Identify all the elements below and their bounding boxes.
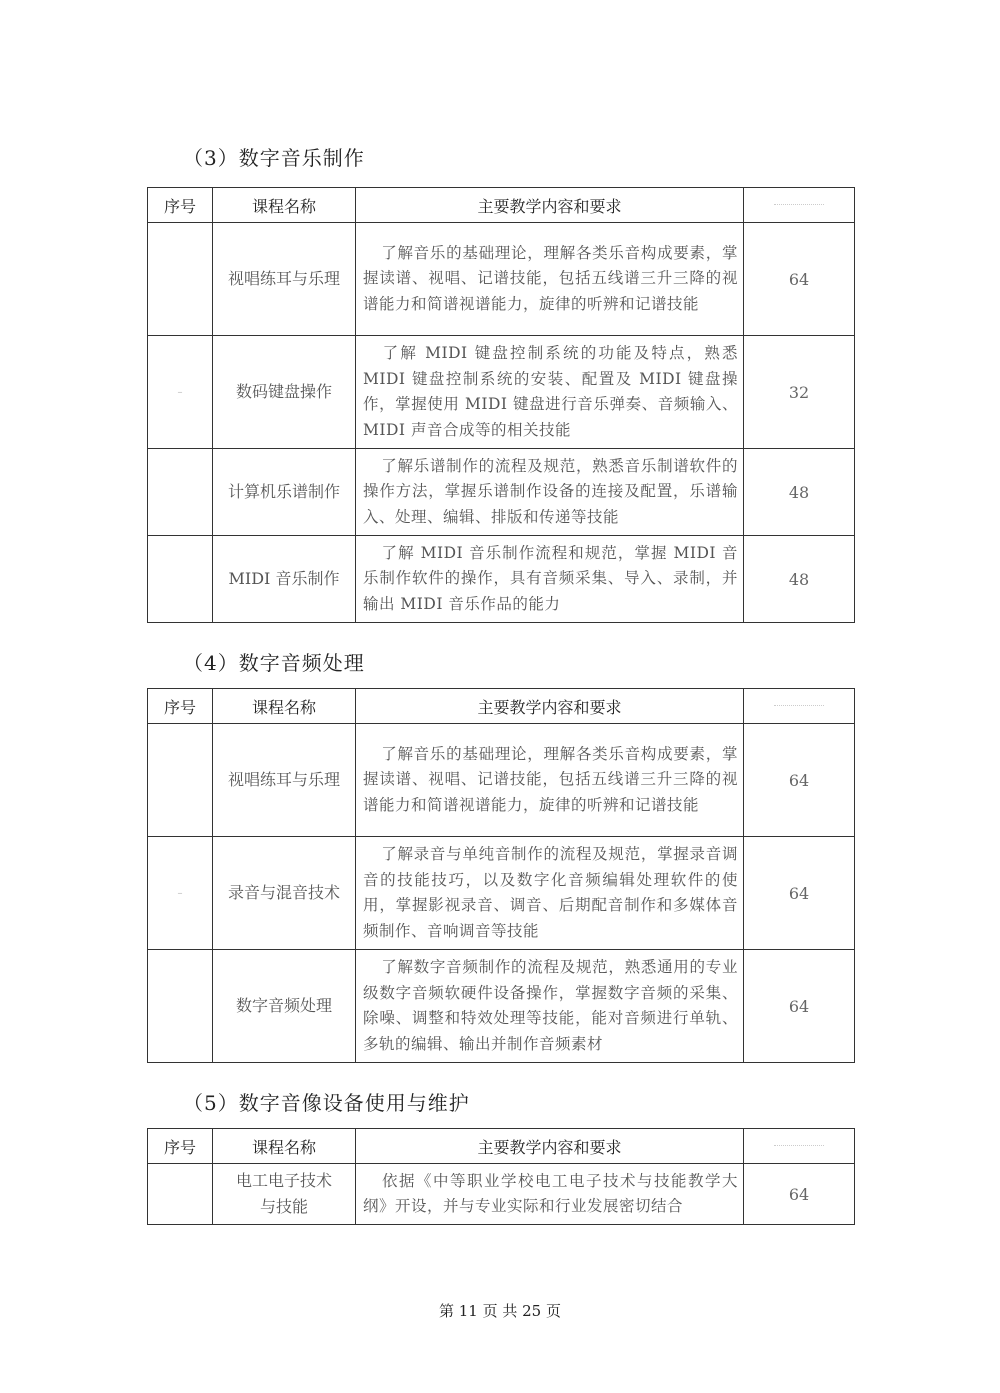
course-content: 了解数字音频制作的流程及规范，熟悉通用的专业级数字音频软硬件设备操作，掌握数字音频的采集、除噪、调整和特效处理等技能，能对音频进行单轨、多轨的编辑、输出并制作音频素材 [356, 950, 744, 1063]
header-content: 主要教学内容和要求 [356, 1129, 744, 1164]
course-hours: 64 [744, 950, 855, 1063]
course-name: 数码键盘操作 [213, 336, 356, 449]
table-row [148, 837, 855, 950]
course-content: 依据《中等职业学校电工电子技术与技能教学大纲》开设，并与专业实际和行业发展密切结合 [356, 1164, 744, 1225]
row-seq [148, 950, 213, 1063]
course-name: 录音与混音技术 [213, 837, 356, 950]
table-row [148, 536, 855, 623]
row-seq [148, 223, 213, 336]
header-hours [744, 689, 855, 724]
header-name: 课程名称 [213, 1129, 356, 1164]
course-content: 了解 MIDI 键盘控制系统的功能及特点，熟悉 MIDI 键盘控制系统的安装、配置及 MIDI 键盘操作，掌握使用 MIDI 键盘进行音乐弹奏、音频输入、MIDI 声音合成等的相关技能 [356, 336, 744, 449]
course-hours: 48 [744, 449, 855, 536]
section-title-4: （4）数字音频处理 [183, 651, 365, 675]
course-name: 数字音频处理 [213, 950, 356, 1063]
row-seq [148, 1164, 213, 1225]
table-header-row [148, 689, 855, 724]
header-seq: 序号 [148, 188, 213, 223]
table-header-row [148, 188, 855, 223]
row-seq: – [148, 837, 213, 950]
row-seq: – [148, 336, 213, 449]
page-footer: 第 11 页 共 25 页 [438, 1302, 561, 1320]
course-hours: 64 [744, 223, 855, 336]
row-seq [148, 724, 213, 837]
table-row [148, 336, 855, 449]
table-row [148, 724, 855, 837]
course-content: 了解录音与单纯音制作的流程及规范，掌握录音调音的技能技巧，以及数字化音频编辑处理软件的使用，掌握影视录音、调音、后期配音制作和多媒体音频制作、音响调音等技能 [356, 837, 744, 950]
course-table-4 [147, 688, 855, 1063]
header-name: 课程名称 [213, 188, 356, 223]
header-name: 课程名称 [213, 689, 356, 724]
course-content: 了解音乐的基础理论，理解各类乐音构成要素，掌握读谱、视唱、记谱技能，包括五线谱三升三降的视谱能力和简谱视谱能力，旋律的听辨和记谱技能 [356, 223, 744, 336]
header-hours [744, 188, 855, 223]
course-hours: 32 [744, 336, 855, 449]
course-content: 了解乐谱制作的流程及规范，熟悉音乐制谱软件的操作方法，掌握乐谱制作设备的连接及配置，乐谱输入、处理、编辑、排版和传递等技能 [356, 449, 744, 536]
table-row [148, 950, 855, 1063]
course-name: MIDI 音乐制作 [213, 536, 356, 623]
header-hours [744, 1129, 855, 1164]
section-title-5: （5）数字音像设备使用与维护 [183, 1091, 470, 1115]
course-content: 了解音乐的基础理论，理解各类乐音构成要素，掌握读谱、视唱、记谱技能，包括五线谱三升三降的视谱能力和简谱视谱能力，旋律的听辨和记谱技能 [356, 724, 744, 837]
header-content: 主要教学内容和要求 [356, 689, 744, 724]
table-header-row [148, 1129, 855, 1164]
header-seq: 序号 [148, 1129, 213, 1164]
course-hours: 64 [744, 724, 855, 837]
table-row [148, 1164, 855, 1225]
header-content: 主要教学内容和要求 [356, 188, 744, 223]
course-name: 视唱练耳与乐理 [213, 223, 356, 336]
course-hours: 64 [744, 837, 855, 950]
row-seq [148, 449, 213, 536]
course-name: 视唱练耳与乐理 [213, 724, 356, 837]
table-row [148, 449, 855, 536]
row-seq [148, 536, 213, 623]
course-table-3 [147, 187, 855, 623]
table-row [148, 223, 855, 336]
header-seq: 序号 [148, 689, 213, 724]
course-content: 了解 MIDI 音乐制作流程和规范，掌握 MIDI 音乐制作软件的操作，具有音频采集、导入、录制，并输出 MIDI 音乐作品的能力 [356, 536, 744, 623]
course-name: 计算机乐谱制作 [213, 449, 356, 536]
section-title-3: （3）数字音乐制作 [183, 146, 365, 170]
course-table-5 [147, 1128, 855, 1225]
course-hours: 48 [744, 536, 855, 623]
course-name: 电工电子技术与技能 [213, 1164, 356, 1225]
course-hours: 64 [744, 1164, 855, 1225]
